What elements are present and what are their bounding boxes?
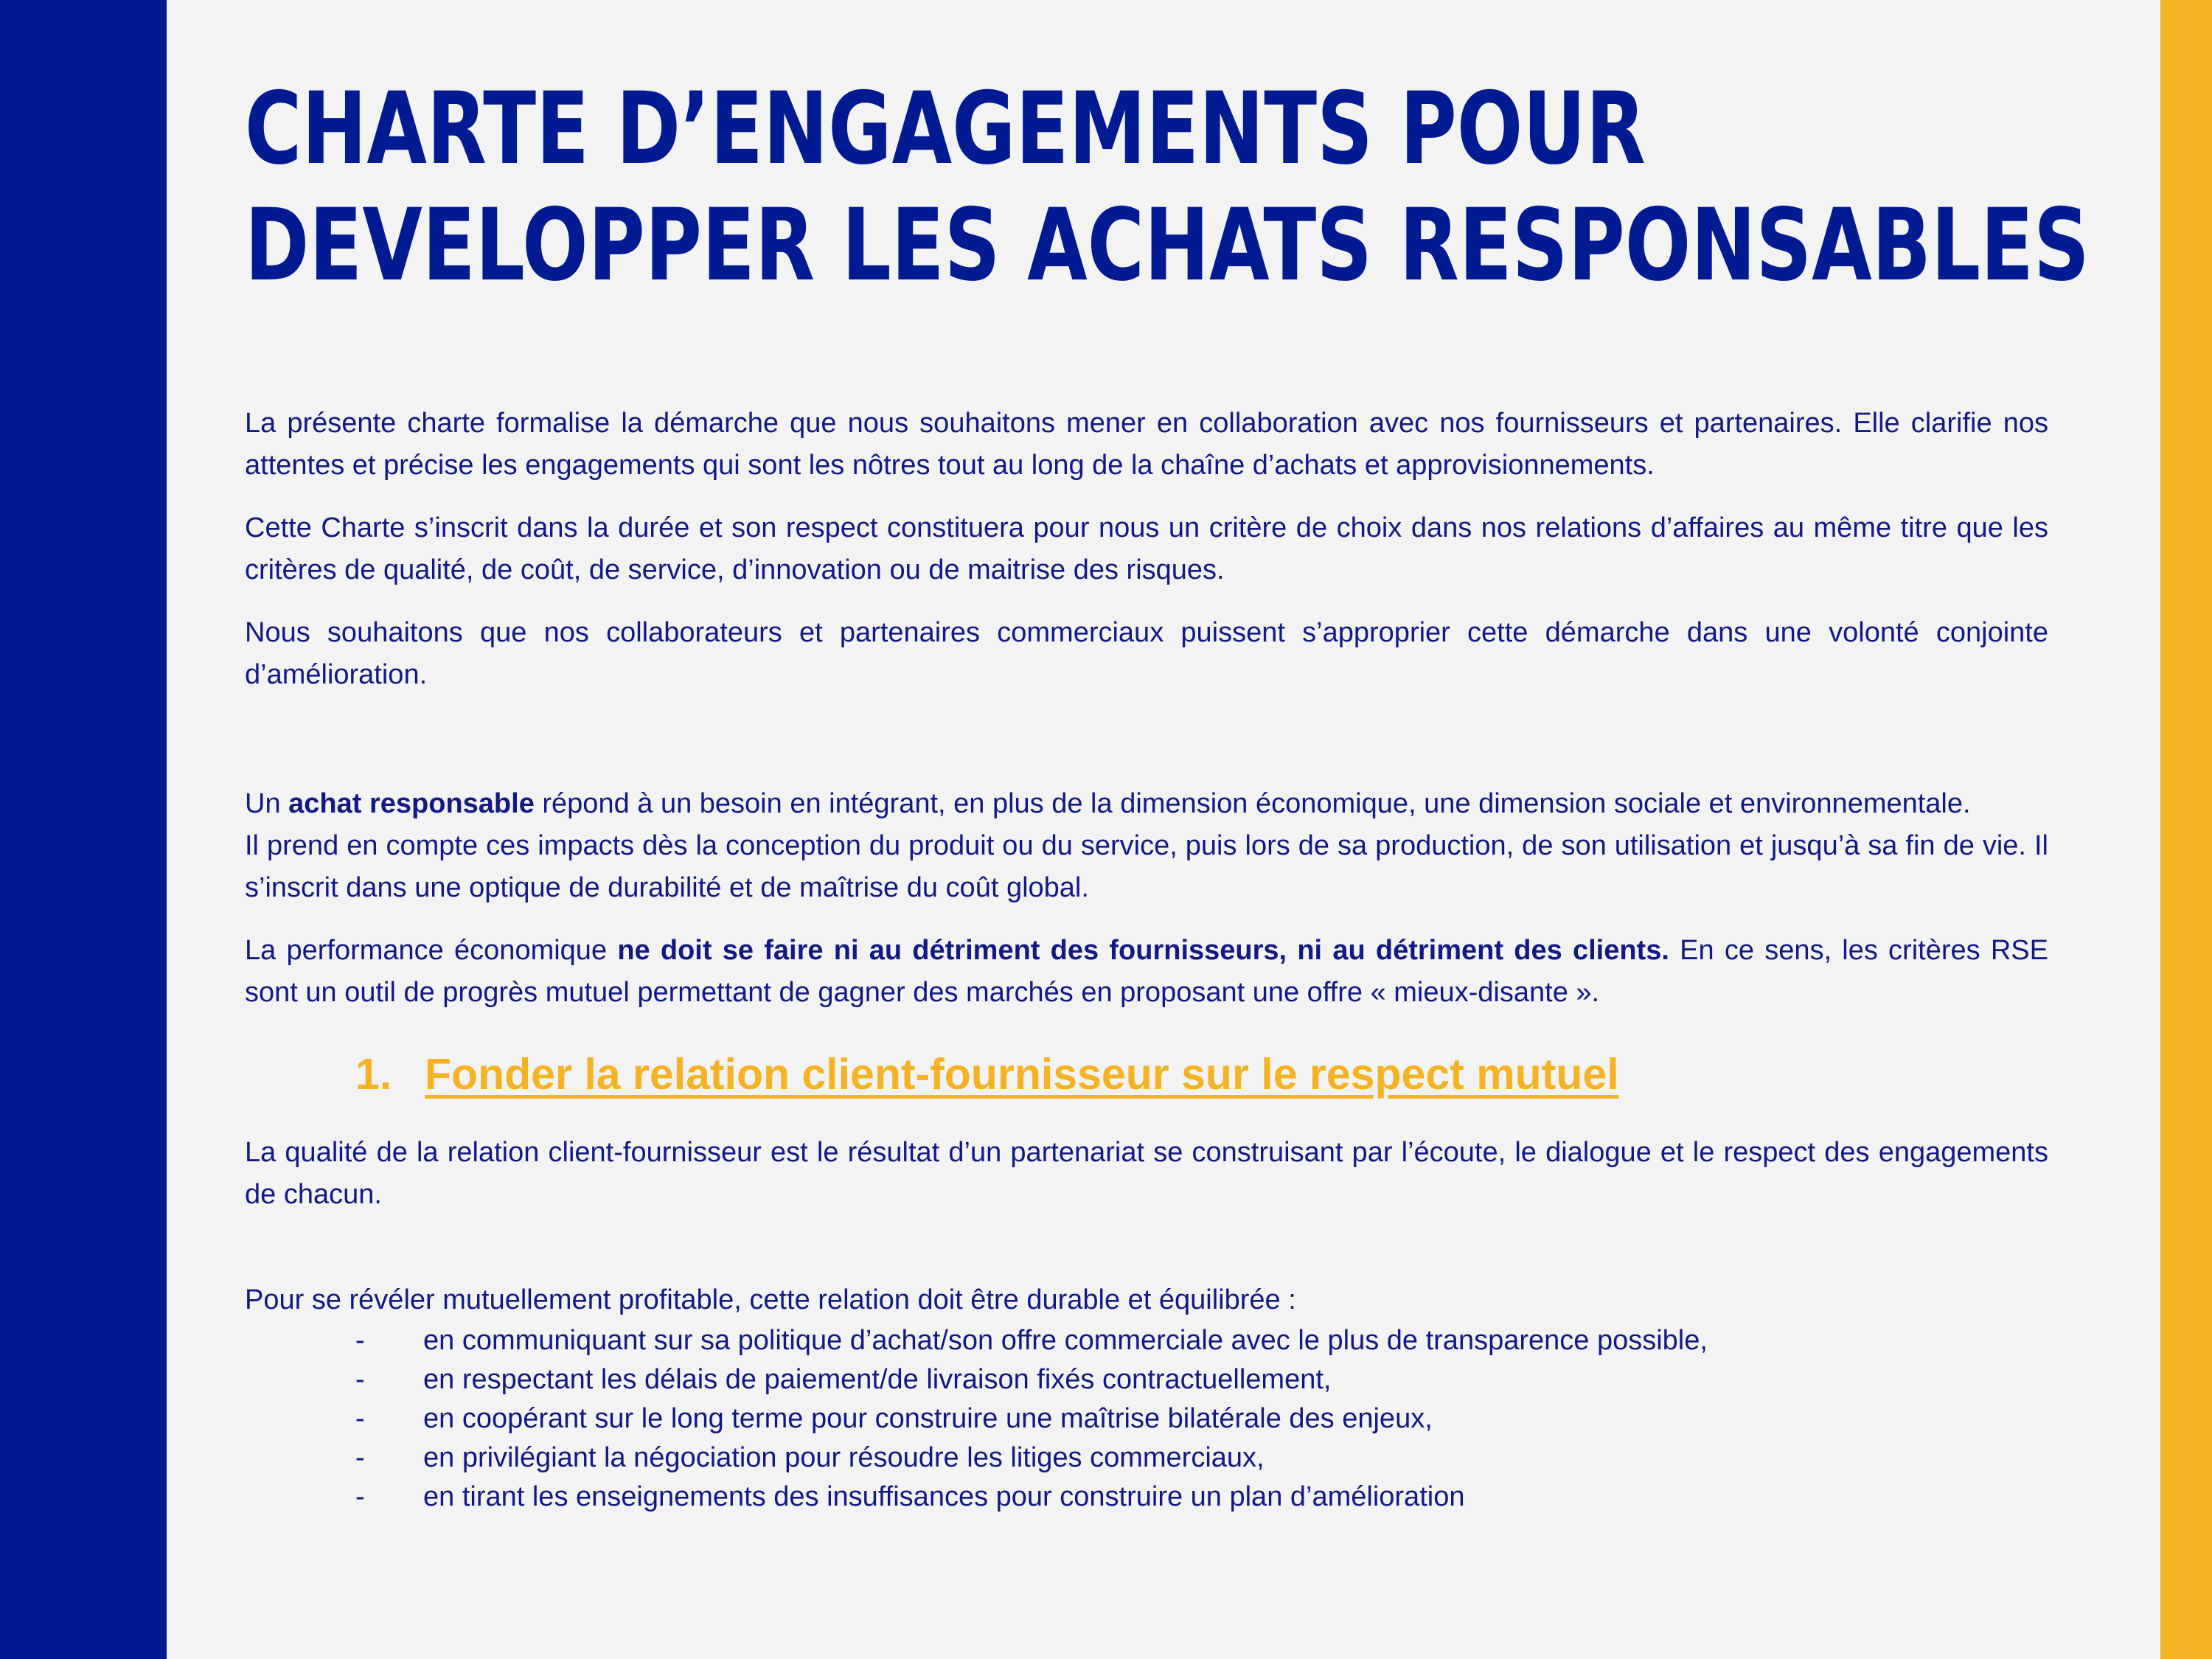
list-item: - en privilégiant la négociation pour résoudre les litiges commerciaux, (245, 1439, 2048, 1478)
performance-paragraph (245, 930, 2048, 1014)
intro-paragraph-2: Cette Charte s’inscrit dans la durée et son respect constituera pour nous un critère de choix dans nos relations d’affaires au même titre que les critères de qualité, de coût, de service, d’innovation ou de maitrise des risques. (245, 512, 2048, 585)
document-body (245, 71, 2090, 1517)
list-item: - en communiquant sur sa politique d’achat/son offre commerciale avec le plus de transparence possible, (245, 1321, 2048, 1360)
title-line-2: DEVELOPPER LES ACHATS RESPONSABLES (245, 187, 2090, 303)
list-item: - en coopérant sur le long terme pour construire une maîtrise bilatérale des enjeux, (245, 1399, 2048, 1439)
definition-text: répond à un besoin en intégrant, en plus de la dimension économique, une dimension sociale et environnementale. (534, 788, 1971, 819)
commitments-list (245, 1321, 2048, 1517)
definition-section (245, 783, 2048, 1014)
performance-text: En ce sens, les critères RSE sont un outil de progrès mutuel permettant de gagner des marchés en proposant une offre « mieux-disante ». (245, 935, 2048, 1008)
section-heading (355, 1049, 2048, 1099)
page-title (245, 71, 2090, 304)
section-title: Fonder la relation client-fournisseur sur le respect mutuel (425, 1050, 1619, 1099)
section-paragraph-2: Pour se révéler mutuellement profitable, cette relation doit être durable et équilibrée : (245, 1284, 1296, 1315)
definition-term: achat responsable (288, 788, 535, 819)
performance-prefix: La performance économique (245, 935, 618, 966)
list-item: - en respectant les délais de paiement/de livraison fixés contractuellement, (245, 1360, 2048, 1399)
intro-paragraph-3: Nous souhaitons que nos collaborateurs et partenaires commerciaux puissent s’approprier cette démarche dans une volonté conjointe d’amélioration. (245, 617, 2048, 690)
intro-paragraph-1: La présente charte formalise la démarche que nous souhaitons mener en collaboration avec nos fournisseurs et partenaires. Elle clarifie nos attentes et précise les engagements qui sont les nôtres tout au long de la chaîne d’achats et approvisionnements. (245, 408, 2048, 481)
definition-paragraph (245, 783, 2048, 825)
left-color-band (0, 0, 167, 1659)
definition-prefix: Un (245, 788, 289, 819)
intro-section (245, 403, 2048, 696)
right-color-band (2160, 0, 2212, 1659)
list-item: - en tirant les enseignements des insuffisances pour construire un plan d’amélioration (245, 1478, 2048, 1517)
title-line-1: CHARTE D’ENGAGEMENTS POUR (245, 71, 1646, 187)
impacts-paragraph: Il prend en compte ces impacts dès la conception du produit ou du service, puis lors de sa production, de son utilisation et jusqu’à sa fin de vie. Il s’inscrit dans une optique de durabilité et de maîtrise du coût global. (245, 830, 2048, 903)
section-number: 1. (355, 1050, 392, 1099)
section-paragraph-1: La qualité de la relation client-fournisseur est le résultat d’un partenariat se construisant par l’écoute, le dialogue et le respect des engagements de chacun. (245, 1137, 2048, 1210)
performance-emphasis: ne doit se faire ni au détriment des fournisseurs, ni au détriment des clients. (617, 935, 1669, 966)
